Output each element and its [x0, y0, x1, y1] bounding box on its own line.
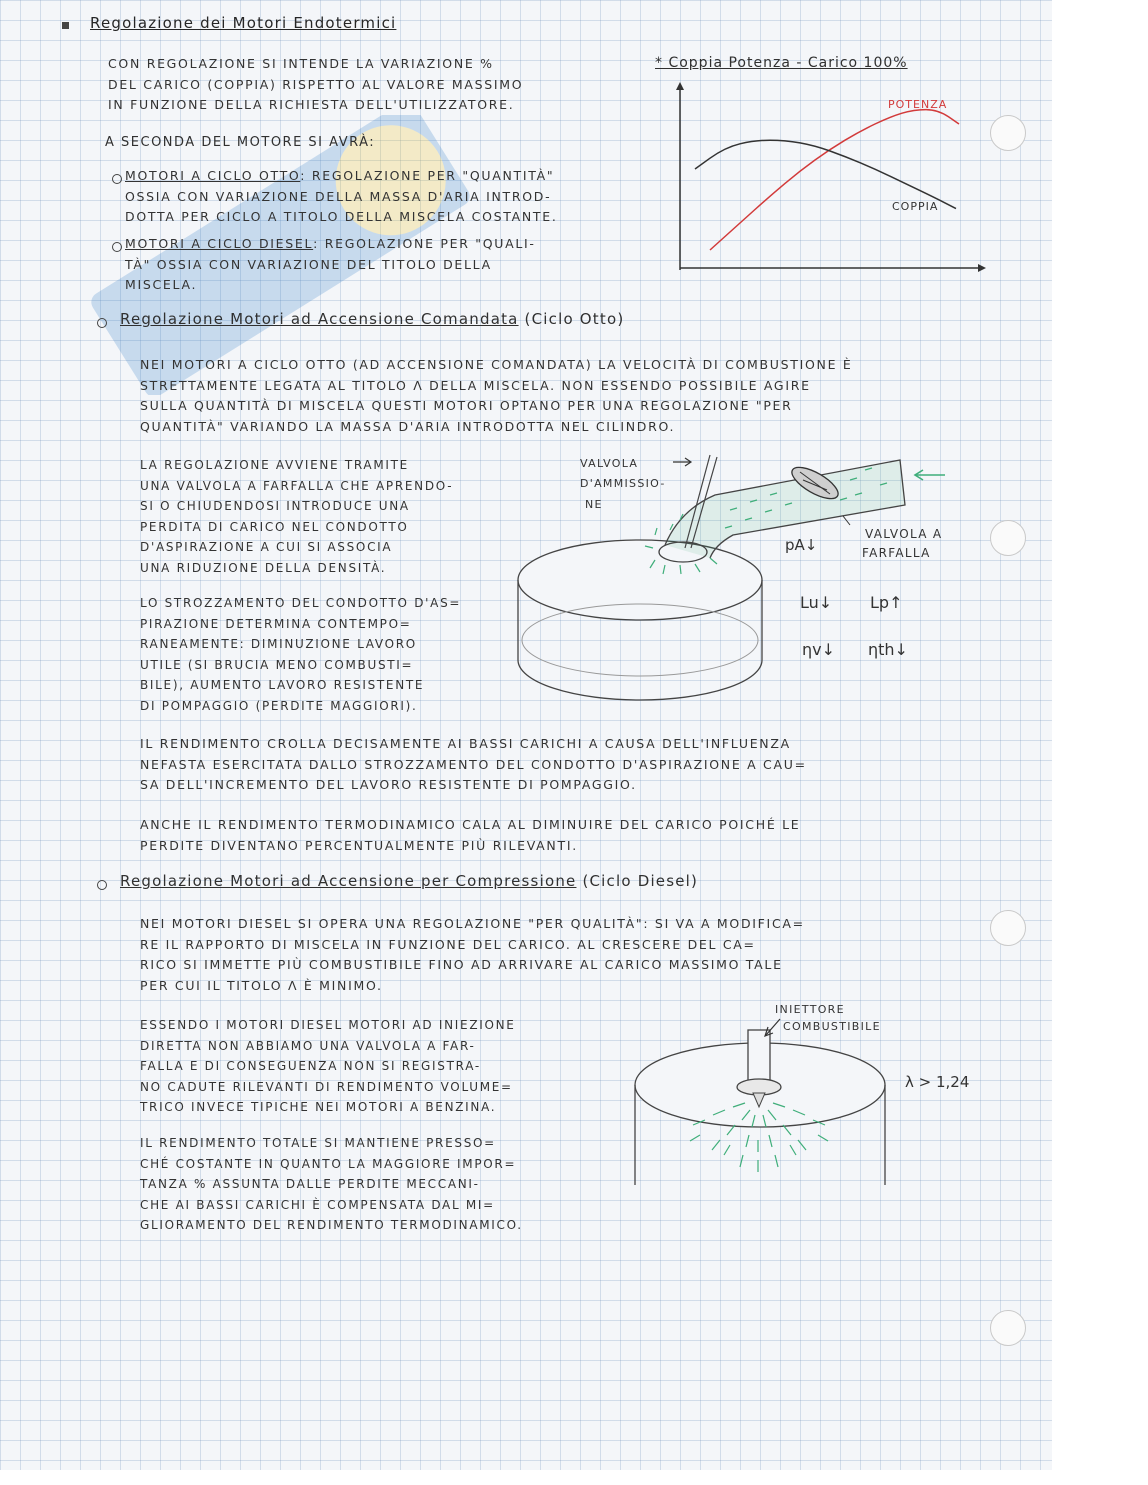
text-line: LA REGOLAZIONE AVVIENE TRAMITE [140, 458, 409, 472]
text-line: PER CUI IL TITOLO Λ È MINIMO. [140, 977, 383, 993]
pressure-label: pA↓ [785, 536, 818, 554]
x-axis-arrow [978, 264, 986, 272]
binder-hole [990, 1310, 1026, 1346]
text-line: PERDITE DIVENTANO PERCENTUALMENTE PIÙ RILEVANTI. [140, 837, 578, 853]
diesel-bullet-text [125, 234, 536, 296]
series-label-potenza: POTENZA [888, 98, 948, 111]
intro-line: CON REGOLAZIONE SI INTENDE LA VARIAZIONE % [108, 56, 494, 71]
text-line: TRICO INVECE TIPICHE NEI MOTORI A BENZINA. [140, 1100, 497, 1114]
otto-paragraph-1 [140, 355, 852, 437]
intro-line: DEL CARICO (COPPIA) RISPETTO AL VALORE MASSIMO [108, 76, 524, 92]
text-line: PERDITA DI CARICO NEL CONDOTTO [140, 519, 409, 534]
text-line: SA DELL'INCREMENTO DEL LAVORO RESISTENTE DI POMPAGGIO. [140, 777, 637, 792]
text-line: SI O CHIUDENDOSI INTRODUCE UNA [140, 499, 410, 513]
valve-label: NE [585, 498, 603, 511]
cylinder-top [518, 540, 762, 620]
text-line: D'ASPIRAZIONE A CUI SI ASSOCIA [140, 540, 393, 554]
text-line: QUANTITÀ" VARIANDO LA MASSA D'ARIA INTRODOTTA NEL CILINDRO. [140, 418, 676, 434]
diesel-bullet-rest: : REGOLAZIONE PER "QUALI- [313, 236, 536, 251]
otto-paragraph-4 [140, 734, 807, 796]
section-otto-heading [120, 310, 624, 328]
pumping-work-label: Lp↑ [870, 593, 903, 612]
title-bullet [62, 22, 69, 29]
section-diesel-title: Regolazione Motori ad Accensione per Compressione [120, 872, 577, 890]
series-line-potenza [710, 110, 959, 250]
otto-bullet-line: OSSIA CON VARIAZIONE DELLA MASSA D'ARIA INTROD- [125, 188, 552, 204]
otto-paragraph-5 [140, 815, 800, 856]
diesel-bullet-lead: MOTORI A CICLO DIESEL [125, 236, 314, 251]
otto-bullet-lead: MOTORI A CICLO OTTO [125, 168, 301, 183]
diesel-bullet-line: TÀ" OSSIA CON VARIAZIONE DEL TITOLO DELLA [125, 256, 492, 272]
otto-bullet-rest: : REGOLAZIONE PER "QUANTITÀ" [300, 168, 555, 183]
section-diesel-heading [120, 872, 698, 890]
text-line: UNA VALVOLA A FARFALLA CHE APRENDO- [140, 478, 454, 493]
otto-paragraph-3 [140, 593, 461, 716]
text-line: BILE), AUMENTO LAVORO RESISTENTE [140, 678, 425, 692]
text-line: DI POMPAGGIO (PERDITE MAGGIORI). [140, 698, 418, 713]
page-title: Regolazione dei Motori Endotermici [90, 14, 397, 32]
intro-paragraph [108, 54, 523, 116]
text-line: TANZA % ASSUNTA DALLE PERDITE MECCANI- [140, 1177, 480, 1191]
text-line: ESSENDO I MOTORI DIESEL MOTORI AD INIEZIONE [140, 1018, 516, 1032]
text-line: IL RENDIMENTO CROLLA DECISAMENTE AI BASSI CARICHI A CAUSA DELL'INFLUENZA [140, 736, 791, 751]
text-line: RE IL RAPPORTO DI MISCELA IN FUNZIONE DEL CARICO. AL CRESCERE DEL CA= [140, 936, 756, 952]
text-line: RICO SI IMMETTE PIÙ COMBUSTIBILE FINO AD ARRIVARE AL CARICO MASSIMO TALE [140, 957, 783, 972]
text-line: NEI MOTORI DIESEL SI OPERA UNA REGOLAZIONE "PER QUALITÀ": SI VA A MODIFICA= [140, 916, 805, 931]
otto-bullet-text [125, 166, 558, 228]
text-line: NO CADUTE RILEVANTI DI RENDIMENTO VOLUME= [140, 1079, 513, 1094]
volumetric-eff-label: ηv↓ [802, 640, 836, 659]
binder-hole [990, 115, 1026, 151]
throttle-label: FARFALLA [862, 546, 931, 560]
diesel-bullet-line: MISCELA. [125, 277, 198, 292]
text-line: FALLA E DI CONSEGUENZA NON SI REGISTRA- [140, 1059, 481, 1073]
diesel-paragraph-1 [140, 914, 805, 996]
list-bullet [112, 174, 122, 184]
injector-label: COMBUSTIBILE [783, 1020, 881, 1033]
text-line: SULLA QUANTITÀ DI MISCELA QUESTI MOTORI OPTANO PER UNA REGOLAZIONE "PER [140, 398, 793, 413]
diesel-injector-diagram [630, 995, 990, 1195]
text-line: UTILE (SI BRUCIA MENO COMBUSTI= [140, 657, 414, 672]
torque-power-chart [670, 80, 990, 280]
text-line: PIRAZIONE DETERMINA CONTEMPO= [140, 616, 412, 631]
text-line: NEI MOTORI A CICLO OTTO (AD ACCENSIONE COMANDATA) LA VELOCITÀ DI COMBUSTIONE È [140, 357, 853, 372]
text-line: GLIORAMENTO DEL RENDIMENTO TERMODINAMICO. [140, 1218, 523, 1232]
text-line: CHÉ COSTANTE IN QUANTO LA MAGGIORE IMPOR= [140, 1156, 517, 1171]
diesel-paragraph-3 [140, 1133, 523, 1236]
intro-line: IN FUNZIONE DELLA RICHIESTA DELL'UTILIZZATORE. [108, 97, 515, 112]
text-line: LO STROZZAMENTO DEL CONDOTTO D'AS= [140, 596, 462, 610]
series-label-coppia: COPPIA [892, 200, 939, 213]
text-line: UNA RIDUZIONE DELLA DENSITÀ. [140, 560, 387, 575]
binder-hole [990, 910, 1026, 946]
valve-label: VALVOLA [580, 457, 639, 470]
lambda-label: λ > 1,24 [905, 1073, 970, 1091]
y-axis-arrow [676, 82, 684, 90]
useful-work-label: Lu↓ [800, 593, 833, 612]
section-otto-title: Regolazione Motori ad Accensione Comandata [120, 310, 519, 328]
otto-paragraph-2 [140, 455, 453, 578]
throttle-valve-diagram [505, 450, 985, 720]
throttle-label: VALVOLA A [865, 527, 943, 541]
series-line-coppia [695, 140, 956, 208]
section-otto-paren: (Ciclo Otto) [524, 310, 625, 328]
otto-bullet-line: DOTTA PER CICLO A TITOLO DELLA MISCELA COSTANTE. [125, 209, 558, 224]
list-bullet [112, 242, 122, 252]
valve-label: D'AMMISSIO- [580, 477, 666, 490]
injector-label: INIETTORE [775, 1003, 845, 1016]
text-line: CHE AI BASSI CARICHI È COMPENSATA DAL MI= [140, 1197, 495, 1212]
text-line: RANEAMENTE: DIMINUZIONE LAVORO [140, 637, 417, 651]
binder-hole [990, 520, 1026, 556]
section-bullet [97, 318, 107, 328]
subheading: A SECONDA DEL MOTORE SI AVRÀ: [105, 135, 376, 150]
section-bullet [97, 880, 107, 890]
text-line: IL RENDIMENTO TOTALE SI MANTIENE PRESSO= [140, 1136, 496, 1150]
chart-caption: * Coppia Potenza - Carico 100% [655, 55, 908, 71]
diesel-paragraph-2 [140, 1015, 516, 1118]
text-line: DIRETTA NON ABBIAMO UNA VALVOLA A FAR- [140, 1038, 476, 1053]
text-line: NEFASTA ESERCITATA DALLO STROZZAMENTO DEL CONDOTTO D'ASPIRAZIONE A CAU= [140, 756, 807, 772]
thermo-eff-label: ηth↓ [868, 640, 908, 659]
text-line: STRETTAMENTE LEGATA AL TITOLO Λ DELLA MISCELA. NON ESSENDO POSSIBILE AGIRE [140, 377, 811, 393]
text-line: ANCHE IL RENDIMENTO TERMODINAMICO CALA AL DIMINUIRE DEL CARICO POICHÉ LE [140, 817, 801, 832]
section-diesel-paren: (Ciclo Diesel) [582, 872, 699, 890]
